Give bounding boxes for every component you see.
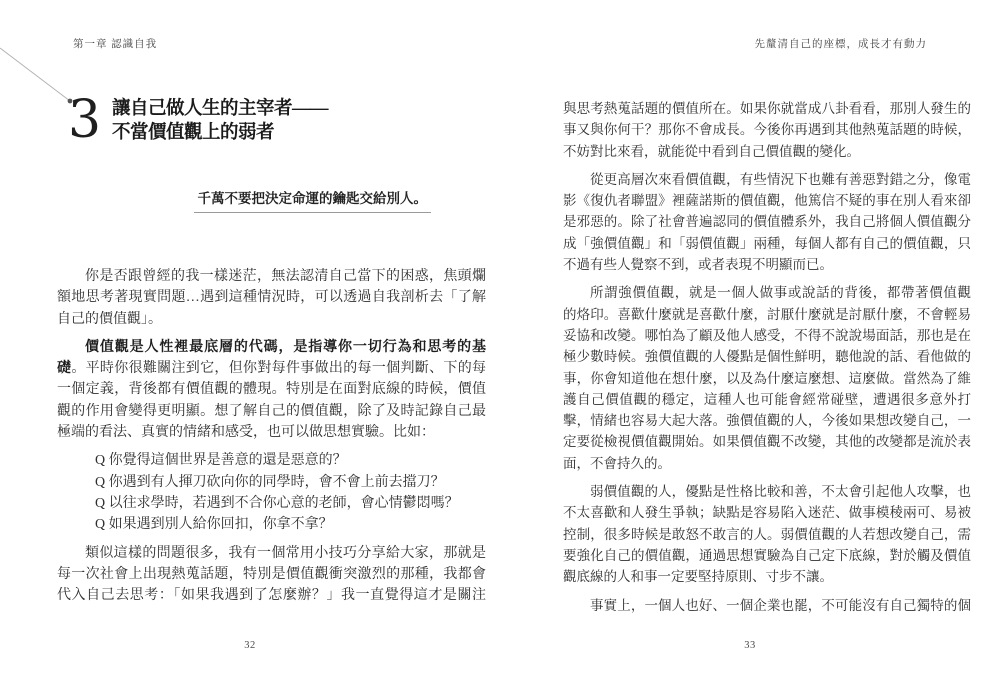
paragraph [57,266,486,330]
text-line: 不太喜歡和人發生爭執；缺點是容易陷入迷茫、做事模稜兩可、易被 [563,505,971,521]
text-line: 事又與你何干？那你不會成長。今後你再遇到其他熱蒐話題的時候， [563,122,971,138]
paragraph [563,169,971,275]
running-head-right: 先釐清自己的座標，成長才有動力 [754,39,927,50]
text-line: 事，你會知道他在想什麼，以及為什麼這麼想、這麼做。當然為了維 [563,370,971,386]
running-head-left: 第一章 認識自我 [73,39,158,50]
text-line: 所謂強價值觀，就是一個人做事或說話的背後，都帶著價值觀 [590,285,971,301]
text-line: 自己的價值觀」。 [57,311,162,327]
text-line: 礎。平時你很難關注到它，但你對每件事做出的每一個判斷、下的每 [57,361,487,377]
paragraph [563,98,971,162]
text-line: 弱價值觀的人，優點是性格比較和善，不太會引起他人攻擊，也 [590,484,971,500]
text-line: 影《復仇者聯盟》裡薩諾斯的價值觀，他篤信不疑的事在別人看來卻 [563,193,971,209]
text-line: 代入自己去思考：「如果我遇到了怎麼辦？」我一直覺得這才是關注 [57,588,486,604]
text-line: 不妨對比來看，就能從中看到自己價值觀的變化。 [563,143,860,159]
text-line: 妥協和改變。哪怕為了顧及他人感受，不得不說說場面話，那也是在 [563,327,971,343]
text-line: 成「強價值觀」和「弱價值觀」兩種，每個人都有自己的價值觀，只 [563,235,971,251]
text-line: 每一次社會上出現熱蒐話題，特別是價值觀衝突激烈的那種，我都會 [57,566,486,582]
text-line: 定要從檢視價值觀開始。如果價值觀不改變，其他的改變都是流於表 [563,434,971,450]
text-line: 護自己價值觀的穩定，這種人也可能會經常碰壁，遭遇很多意外打 [563,391,971,407]
epigraph-text: 千萬不要把決定命運的鑰匙交給別人。 [194,187,432,213]
question-line: Q 如果遇到別人給你回扣，你拿不拿？ [95,517,333,533]
text-line: 面，不會持久的。 [563,455,671,471]
text-line: 擊，情緒也容易大起大落。強價值觀的人，今後如果想改變自己，一 [563,413,971,429]
text-line: 不過有些人覺察不到，或者表現不明顯而已。 [563,257,833,273]
paragraph [563,595,971,616]
text-line: 與思考熱蒐話題的價值所在。如果你就當成八卦看看，那別人發生的 [563,101,971,116]
body-text-left [57,266,486,606]
text-line: 你是否跟曾經的我一樣迷茫，無法認清自己當下的困惑，焦頭爛 [85,269,486,284]
chapter-title-line-1: 讓自己做人生的主宰者—— [112,99,329,119]
question-line: Q 你覺得這個世界是善意的還是惡意的？ [95,453,347,469]
text-line: 的烙印。喜歡什麼就是喜歡什麼，討厭什麼就是討厭什麼，不會輕易 [563,306,971,322]
question-line: Q 以往求學時，若遇到不合你心意的老師，會心情鬱悶嗎？ [95,495,459,511]
text-line: 觀底線的人和事一定要堅持原則、寸步不讓。 [563,569,833,585]
text-line: 要強化自己的價值觀，通過思想實驗為自己定下底線，對於觸及價值 [563,547,971,563]
paragraph [563,282,971,474]
body-text-right [563,98,971,616]
text-line: 額地思考著現實問題…遇到這種情況時，可以透過自我剖析去「了解 [57,290,486,306]
paragraph [57,543,486,607]
epigraph [57,187,431,213]
chapter-number: 3 [68,90,102,150]
chapter-title-line-2: 不當價值觀上的弱者 [112,122,275,143]
question-list [57,450,486,535]
chapter-title [112,98,328,145]
text-line: 觀的作用會變得更明顯。想了解自己的價值觀，除了及時記錄自己最 [57,403,486,419]
text-line: 類似這樣的問題很多，我有一個常用小技巧分享給大家，那就是 [85,545,486,561]
text-line: 事實上，一個人也好、一個企業也罷，不可能沒有自己獨特的個 [590,597,971,613]
page-number-left: 32 [244,640,256,651]
text-line: 控制，很多時候是敢怒不敢言的人。弱價值觀的人若想改變自己，需 [563,526,971,542]
paragraph [563,481,971,587]
text-line: 價值觀是人性裡最底層的代碼，是指導你一切行為和思考的基 [85,339,486,355]
text-line: 極少數時候。強價值觀的人優點是個性鮮明，聽他說的話、看他做的 [563,349,971,365]
text-line: 是邪惡的。除了社會普遍認同的價值體系外，我自己將個人價值觀分 [563,214,971,230]
page-number-right: 33 [744,640,756,651]
text-line: 一個定義，背後都有價值觀的體現。特別是在面對底線的時候，價值 [57,382,486,398]
text-line: 極端的看法、真實的情緒和感受，也可以做思想實驗。比如： [57,425,435,441]
paragraph [57,337,486,443]
text-line: 從更高層次來看價值觀，有些情況下也難有善惡對錯之分，像電 [590,171,971,187]
question-line: Q 你遇到有人揮刀砍向你的同學時，會不會上前去擋刀？ [95,474,445,490]
